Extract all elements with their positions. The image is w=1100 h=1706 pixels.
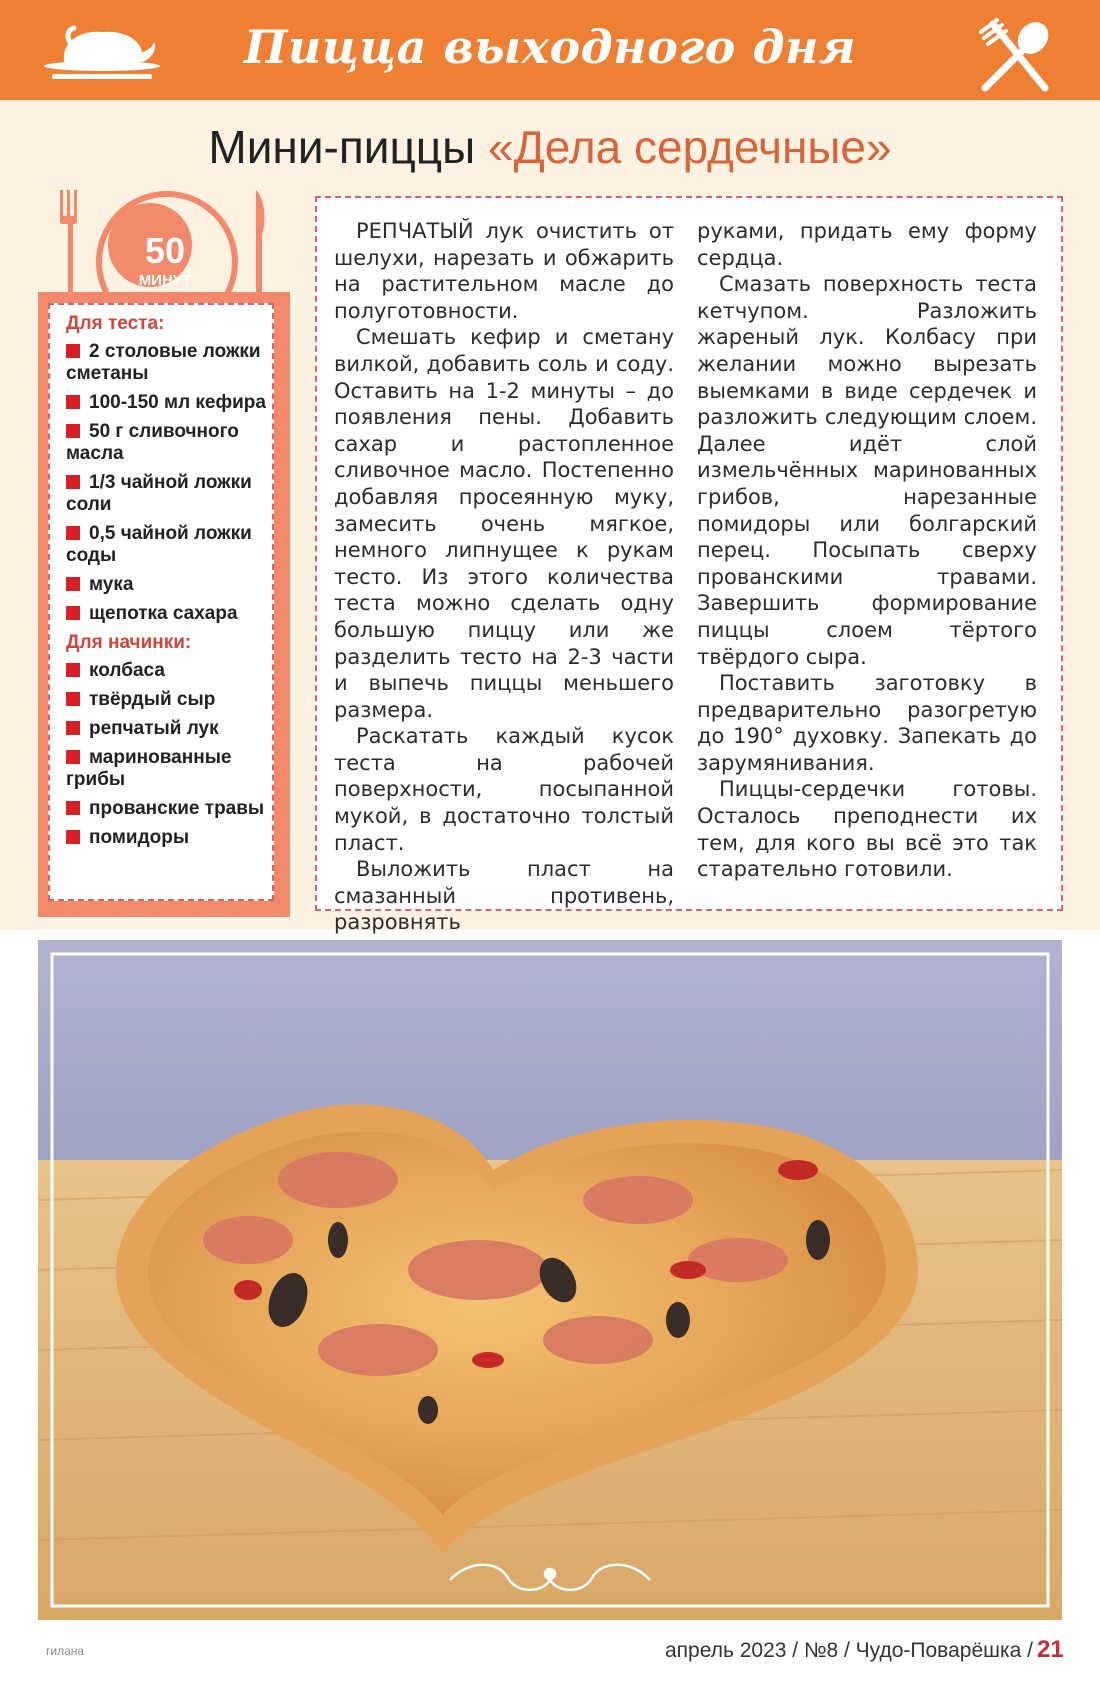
- ingredient-text: щепотка сахара: [89, 603, 238, 624]
- ingredient-item: [66, 523, 266, 567]
- filling-ingredients: [66, 660, 266, 849]
- bullet-square-icon: [66, 721, 80, 735]
- bullet-square-icon: [66, 424, 80, 438]
- instruction-paragraph: Смешать кефир и сметану вилкой, добавить соль и соду. Оставить на 1-2 минуты – до появления пены. Добавить сахар и растопленное сливочное масло. Постепенно добавляя просеянную муку, замесить очень мягкое, немного липнущее к рукам тесто. Из этого количества теста можно сделать одну большую пиццу или же разделить тесто на 2-3 части и выпечь пиццы меньшего размера.: [334, 325, 674, 722]
- bullet-square-icon: [66, 801, 80, 815]
- bullet-square-icon: [66, 526, 80, 540]
- instruction-paragraph: Выложить пласт на смазанный противень, разровнять: [334, 857, 674, 935]
- ingredient-item: [66, 421, 266, 465]
- ingredient-item: [66, 689, 266, 711]
- recipe-title-accent: «Дела сердечные»: [487, 121, 892, 173]
- ingredient-item: [66, 827, 266, 849]
- fork-spoon-icon: [975, 18, 1057, 94]
- pizza-photo: [38, 940, 1062, 1620]
- bullet-square-icon: [66, 750, 80, 764]
- instructions-column-2: [697, 218, 1037, 883]
- bullet-square-icon: [66, 692, 80, 706]
- recipe-title-plain: Мини-пиццы: [208, 121, 476, 173]
- ingredient-text: 2 столовые ложки сметаны: [66, 341, 261, 384]
- section-title: Пицца выходного дня: [243, 20, 857, 74]
- header-band: [0, 0, 1100, 100]
- ingredient-text: 100-150 мл кефира: [89, 392, 266, 413]
- ingredient-text: колбаса: [89, 660, 165, 681]
- ingredient-item: [66, 747, 266, 791]
- ingredient-item: [66, 798, 266, 820]
- ingredient-item: [66, 472, 266, 516]
- bullet-square-icon: [66, 606, 80, 620]
- ingredient-text: репчатый лук: [89, 718, 219, 739]
- ingredient-item: [66, 603, 266, 625]
- ingredient-item: [66, 718, 266, 740]
- bullet-square-icon: [66, 395, 80, 409]
- bullet-square-icon: [66, 475, 80, 489]
- issue-info: [665, 1636, 1064, 1664]
- instruction-paragraph: Пиццы-сердечки готовы. Осталось преподнести их тем, для кого вы всё это так старательно готовили.: [697, 777, 1037, 882]
- instruction-paragraph: Поставить заготовку в предварительно разогретую до 190° духовку. Запекать до зарумянивания.: [697, 671, 1037, 775]
- filling-heading: Для начинки:: [66, 632, 192, 653]
- ingredient-text: 0,5 чайной ложки соды: [66, 523, 252, 566]
- ingredient-text: 1/3 чайной ложки соли: [66, 472, 252, 515]
- ingredient-text: маринованные грибы: [66, 747, 232, 790]
- ingredient-text: помидоры: [89, 827, 190, 848]
- ingredient-text: мука: [89, 574, 134, 595]
- ingredient-item: [66, 660, 266, 682]
- instructions-column-1: [334, 218, 674, 936]
- bullet-square-icon: [66, 577, 80, 591]
- ingredient-text: прованские травы: [89, 798, 265, 819]
- ingredient-item: [66, 341, 266, 385]
- ingredient-text: твёрдый сыр: [89, 689, 216, 710]
- cooking-time-unit: МИНУТ: [138, 272, 192, 289]
- dough-heading: Для теста:: [66, 313, 165, 334]
- issue-text: апрель 2023 / №8 / Чудо-Поварёшка /: [665, 1639, 1033, 1662]
- bullet-square-icon: [66, 663, 80, 677]
- ingredient-text: 50 г сливочного масла: [66, 421, 239, 464]
- ingredients-list: [48, 303, 274, 901]
- recipe-title: [0, 120, 1100, 174]
- ingredient-item: [66, 392, 266, 414]
- photo-credit: гилана: [46, 1644, 85, 1658]
- instruction-paragraph: Раскатать каждый кусок теста на рабочей поверхности, посыпанной мукой, в достаточно толстый пласт.: [334, 724, 674, 855]
- bullet-square-icon: [66, 830, 80, 844]
- ingredient-item: [66, 574, 266, 596]
- instruction-paragraph: руками, придать ему форму сердца.: [697, 219, 1037, 270]
- page-number: 21: [1036, 1636, 1064, 1663]
- cooking-time-value: 50: [144, 230, 186, 271]
- instruction-paragraph: Смазать поверхность теста кетчупом. Разложить жареный лук. Колбасу при желании можно вырезать выемками в виде сердечек и разложить следующим слоем. Далее идёт слой измельчённых маринованных грибов, нарезанные помидоры или болгарский перец. Посыпать сверху прованскими травами. Завершить формирование пиццы слоем тёртого твёрдого сыра.: [697, 272, 1037, 669]
- dough-ingredients: [66, 341, 266, 625]
- bullet-square-icon: [66, 344, 80, 358]
- instruction-paragraph: РЕПЧАТЫЙ лук очистить от шелухи, нарезать и обжарить на растительном масле до полуготовности.: [334, 219, 674, 323]
